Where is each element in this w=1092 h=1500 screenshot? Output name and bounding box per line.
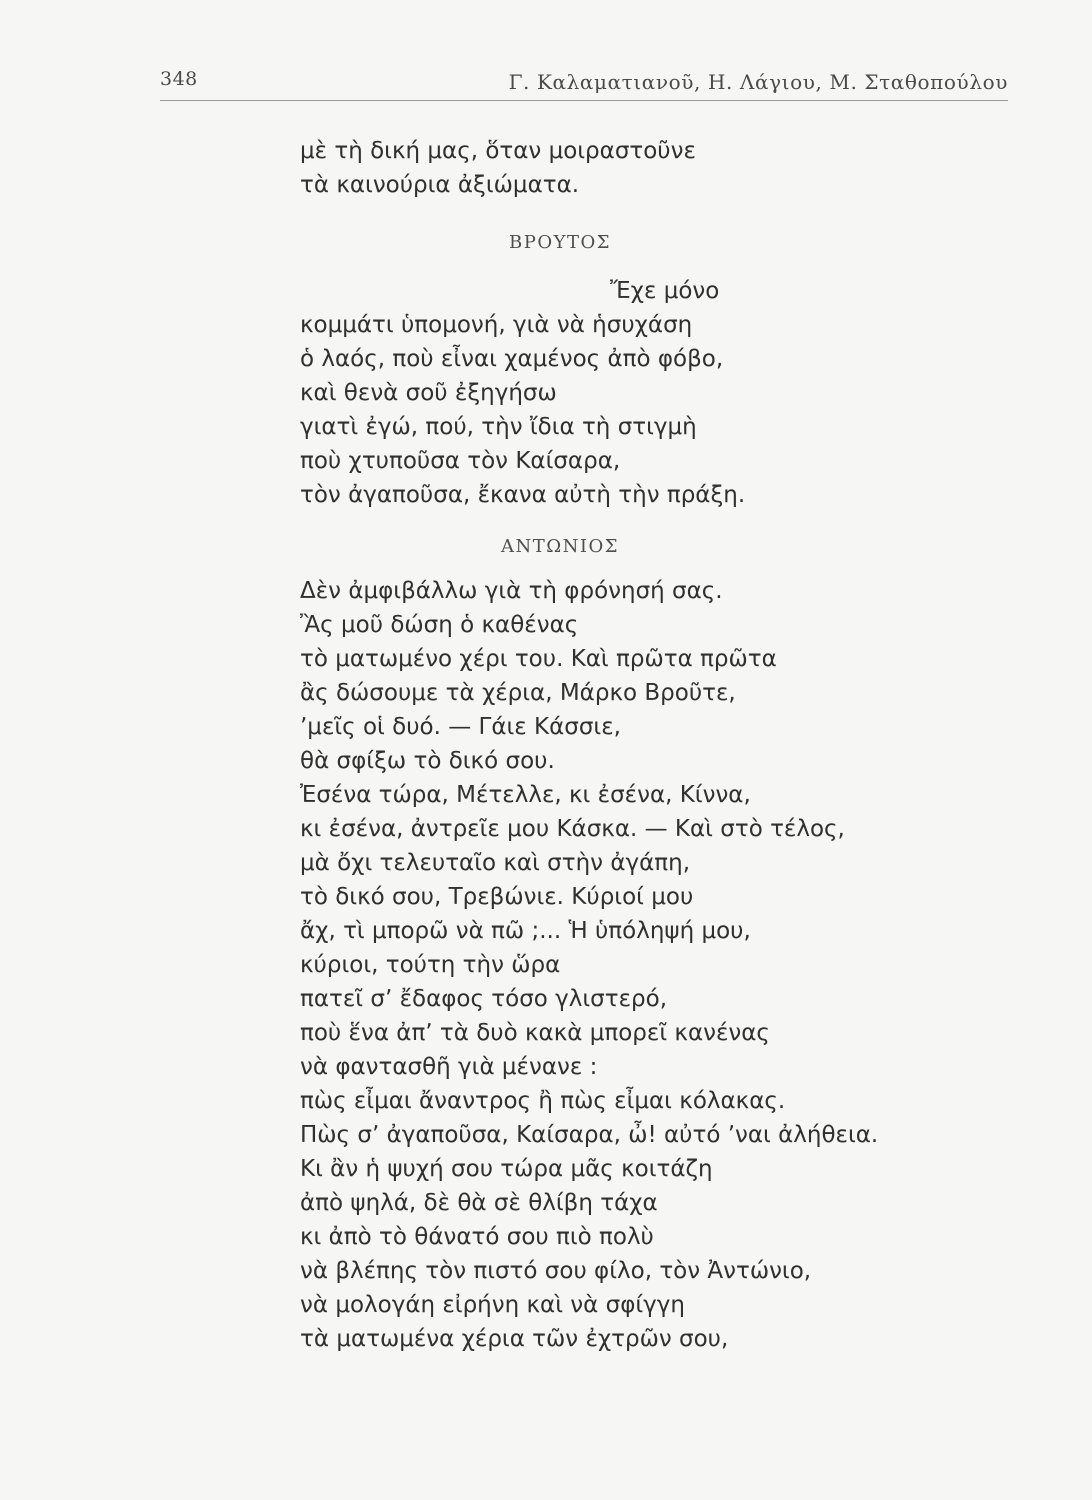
verse-line: πατεῖ σʼ ἔδαφος τόσο γλιστερό, <box>300 986 668 1012</box>
verse-line: Κι ἂν ἡ ψυχή σου τώρα μᾶς κοιτάζη <box>300 1156 713 1182</box>
verse-line: κομμάτι ὑπομονή, γιὰ νὰ ἡσυχάση <box>300 312 693 338</box>
verse-line: μὰ ὄχι τελευταῖο καὶ στὴν ἀγάπη, <box>300 850 691 876</box>
header-rule <box>160 100 1008 101</box>
verse-line: Ἐσένα τώρα, Μέτελλε, κι ἐσένα, Κίννα, <box>300 782 751 808</box>
verse-line: ἀπὸ ψηλά, δὲ θὰ σὲ θλίβη τάχα <box>300 1190 658 1216</box>
page-header <box>0 0 1092 110</box>
verse-line: ποὺ ἕνα ἀπʼ τὰ δυὸ κακὰ μπορεῖ κανένας <box>300 1020 770 1046</box>
verse-line: καὶ θενὰ σοῦ ἐξηγήσω <box>300 380 557 406</box>
verse-line: Ἔχε μόνο <box>610 278 720 304</box>
verse-line: κύριοι, τούτη τὴν ὥρα <box>300 952 561 978</box>
verse-line: Δὲν ἀμφιβάλλω γιὰ τὴ φρόνησή σας. <box>300 578 723 604</box>
verse-line: νὰ μολογάη εἰρήνη καὶ νὰ σφίγγη <box>300 1292 685 1318</box>
verse-line: πὼς εἶμαι ἄναντρος ἢ πὼς εἶμαι κόλακας. <box>300 1088 786 1114</box>
verse-line: κι ἀπὸ τὸ θάνατό σου πιὸ πολὺ <box>300 1224 654 1250</box>
verse-line: νὰ βλέπης τὸν πιστό σου φίλο, τὸν Ἀντώνιο, <box>300 1258 812 1284</box>
verse-line: κι ἐσένα, ἀντρεῖε μου Κάσκα. — Καὶ στὸ τέλος, <box>300 816 845 842</box>
verse-line: τὸ δικό σου, Τρεβώνιε. Κύριοί μου <box>300 884 694 910</box>
verse-line: ἄχ, τὶ μπορῶ νὰ πῶ ;... Ἡ ὑπόληψή μου, <box>300 918 751 944</box>
speaker-heading: ΒΡΟΥΤΟΣ <box>509 232 611 253</box>
verse-line: τὰ ματωμένα χέρια τῶν ἐχτρῶν σου, <box>300 1326 729 1352</box>
verse-line: Πὼς σʼ ἀγαποῦσα, Καίσαρα, ὦ! αὐτό ʼναι ἀλήθεια. <box>300 1122 879 1148</box>
verse-line: τὰ καινούρια ἀξιώματα. <box>300 172 580 198</box>
verse-line: ἂς δώσουμε τὰ χέρια, Μάρκο Βροῦτε, <box>300 680 736 706</box>
verse-line: μὲ τὴ δική μας, ὅταν μοιραστοῦνε <box>300 138 696 164</box>
verse-line: Ἂς μοῦ δώση ὁ καθένας <box>300 612 579 638</box>
page-number: 348 <box>160 68 198 90</box>
verse-line: θὰ σφίξω τὸ δικό σου. <box>300 748 555 774</box>
verse-line: ʼμεῖς οἱ δυό. — Γάιε Κάσσιε, <box>300 714 621 740</box>
verse-line: τὸ ματωμένο χέρι του. Καὶ πρῶτα πρῶτα <box>300 646 777 672</box>
verse-line: γιατὶ ἐγώ, πού, τὴν ἴδια τὴ στιγμὴ <box>300 414 697 440</box>
running-head: Γ. Καλαματιανοῦ, Η. Λάγιου, Μ. Σταθοπούλου <box>508 70 1008 94</box>
verse-text-block <box>300 134 920 1356</box>
verse-line: νὰ φαντασθῆ γιὰ μένανε : <box>300 1054 598 1080</box>
verse-line: ὁ λαός, ποὺ εἶναι χαμένος ἀπὸ φόβο, <box>300 346 724 372</box>
verse-line: τὸν ἀγαποῦσα, ἔκανα αὐτὴ τὴν πράξη. <box>300 482 746 508</box>
verse-line: ποὺ χτυποῦσα τὸν Καίσαρα, <box>300 448 621 474</box>
speaker-heading: ΑΝΤΩΝΙΟΣ <box>500 536 620 557</box>
